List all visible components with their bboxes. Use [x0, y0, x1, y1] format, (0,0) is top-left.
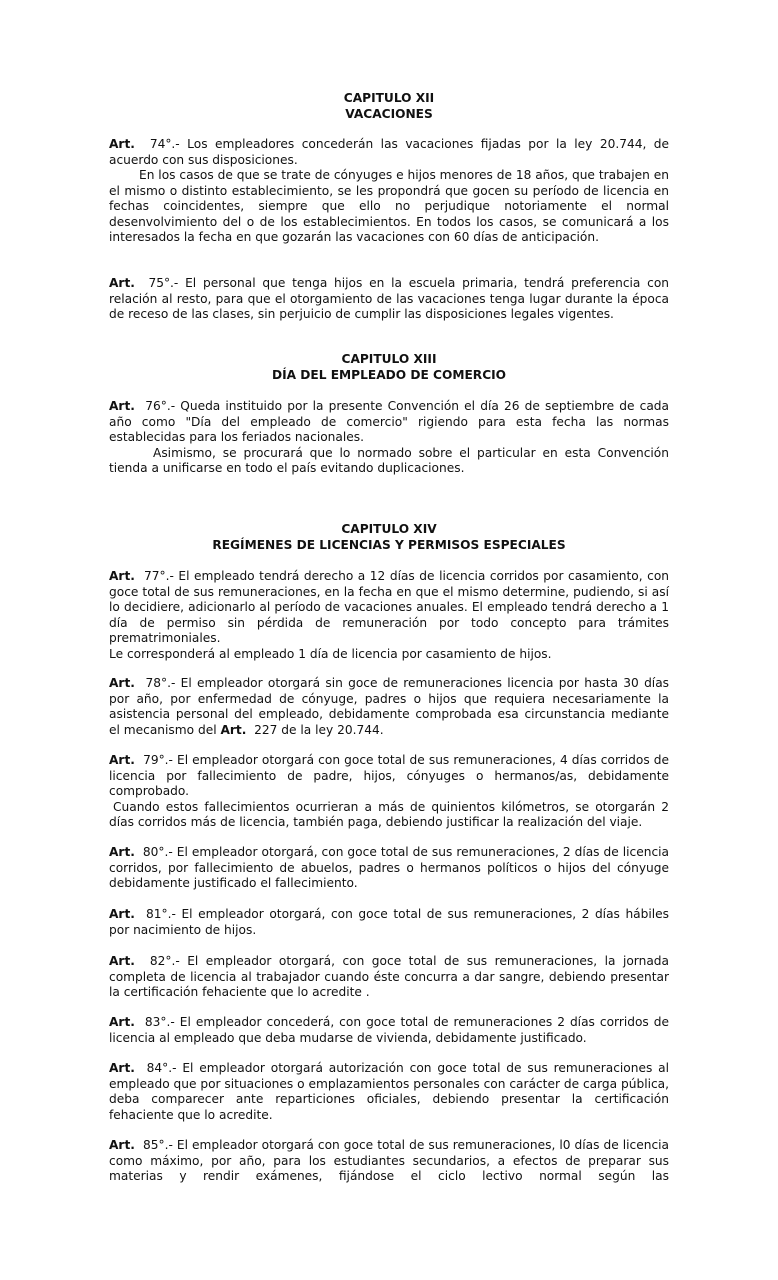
article-text: En los casos de que se trate de cónyuges e hijos menores de 18 años, que trabajen en el mismo o distinto establecimiento, se les propondrá que gocen su período de licencia en fechas coincidentes, siempre que ello no perjudique notoriamente el normal desenvolvimiento del o de los establecimientos. En todos los casos, se comunicará a los interesados la fecha en que gozarán las vacaciones con 60 días de anticipación. [109, 168, 669, 244]
chapter-title: DÍA DEL EMPLEADO DE COMERCIO [271, 367, 507, 382]
article-text: El empleador otorgará sin goce de remuneraciones licencia por hasta 30 días por año, por enfermedad de cónyuge, padres o hijos que requiera necesariamente la asistencia personal del empleado, debidamente comprobada esa circunstancia mediante el mecanismo del [109, 676, 670, 737]
chapter-title: VACACIONES [345, 106, 433, 121]
article-label: Art. [109, 845, 135, 859]
article-text: El empleador otorgará, con goce total de sus remuneraciones, 2 días de licencia corridos, por fallecimiento de abuelos, padres o hermanos políticos o hijos del cónyuge debidamente justificado el fallecimiento. [109, 845, 670, 890]
article-label: Art. [109, 753, 135, 767]
article-label: Art. [109, 954, 135, 968]
article-number: 84°.- [146, 1061, 177, 1075]
article-83 [109, 1015, 669, 1046]
article-number: 77°.- [143, 569, 174, 583]
inline-article-label: Art. [220, 722, 247, 737]
article-75 [109, 276, 669, 323]
article-text: El empleador concederá, con goce total de remuneraciones 2 días corridos de licencia al empleado que deba mudarse de vivienda, debidamente justificado. [109, 1015, 670, 1045]
article-text: Los empleadores concederán las vacaciones fijadas por la ley 20.744, de acuerdo con sus disposiciones. [109, 137, 670, 167]
article-84 [109, 1061, 669, 1123]
article-text: 227 de la ley 20.744. [254, 722, 384, 737]
article-label: Art. [109, 137, 135, 151]
article-number: 80°.- [142, 845, 173, 859]
chapter-heading-xiv [109, 522, 669, 553]
article-number: 74°.- [149, 137, 180, 151]
article-number: 75°.- [148, 276, 179, 290]
article-label: Art. [109, 1138, 135, 1152]
article-label: Art. [109, 569, 135, 583]
article-number: 76°.- [145, 399, 176, 413]
chapter-heading-xiii [109, 352, 669, 383]
article-label: Art. [109, 1061, 135, 1075]
article-text: Asimismo, se procurará que lo normado sobre el particular en esta Convención tienda a unificarse en todo el país evitando duplicaciones. [109, 445, 669, 475]
article-78 [109, 676, 669, 738]
article-number: 85°.- [142, 1138, 173, 1152]
article-label: Art. [109, 676, 135, 690]
article-76 [109, 399, 669, 477]
article-text: El empleado tendrá derecho a 12 días de licencia corridos por casamiento, con goce total de sus remuneraciones, en la fecha en que el mismo determine, pudiendo, si así lo decidiere, adicionarlo al período de vacaciones anuales. El empleado tendrá derecho a 1 día de permiso sin pérdida de remuneración por todo concepto para trámites prematrimoniales. [109, 569, 669, 645]
article-label: Art. [109, 1015, 135, 1029]
chapter-heading-xii [109, 91, 669, 122]
article-label: Art. [109, 276, 135, 290]
article-74 [109, 137, 669, 246]
article-text: El empleador otorgará con goce total de sus remuneraciones, l0 días de licencia como máximo, por año, para los estudiantes secundarios, a efectos de preparar sus materias y rendir exámenes, fijándose el ciclo lectivo normal según las [109, 1138, 670, 1183]
article-text: Queda instituido por la presente Convención el día 26 de septiembre de cada año como "Día del empleado de comercio" rigiendo para esta fecha las normas establecidas para los feriados nacionales. [109, 399, 670, 444]
article-number: 83°.- [144, 1015, 175, 1029]
chapter-title: REGÍMENES DE LICENCIAS Y PERMISOS ESPECIALES [212, 537, 566, 552]
article-text: El empleador otorgará autorización con goce total de sus remuneraciones al empleado que por situaciones o emplazamientos personales con carácter de carga pública, deba comparecer ante reparticiones oficiales, debiendo presentar la certificación fehaciente que lo acredite. [109, 1061, 670, 1122]
article-number: 79°.- [143, 753, 173, 767]
article-label: Art. [109, 399, 135, 413]
article-text: El empleador otorgará con goce total de sus remuneraciones, 4 días corridos de licencia por fallecimiento de padre, hijos, cónyuges o hermanos/as, debidamente comprobado. [109, 753, 669, 798]
article-79 [109, 753, 669, 831]
article-text: Le corresponderá al empleado 1 día de licencia por casamiento de hijos. [109, 646, 552, 661]
article-number: 78°.- [145, 676, 176, 690]
article-number: 82°.- [149, 954, 180, 968]
article-text: Cuando estos fallecimientos ocurrieran a más de quinientos kilómetros, se otorgarán 2 días corridos más de licencia, también paga, debiendo justificar la realización del viaje. [109, 799, 669, 829]
article-text: El empleador otorgará, con goce total de sus remuneraciones, 2 días hábiles por nacimiento de hijos. [109, 907, 669, 937]
article-82 [109, 954, 669, 1001]
chapter-number: CAPITULO XIV [341, 522, 437, 536]
article-85 [109, 1138, 669, 1185]
article-77 [109, 569, 669, 662]
article-text: El personal que tenga hijos en la escuela primaria, tendrá preferencia con relación al resto, para que el otorgamiento de las vacaciones tenga lugar durante la época de receso de las clases, sin perjuicio de cumplir las disposiciones legales vigentes. [109, 276, 670, 321]
article-number: 81°.- [146, 907, 176, 921]
chapter-number: CAPITULO XIII [341, 352, 437, 366]
article-80 [109, 845, 669, 892]
article-text: El empleador otorgará, con goce total de sus remuneraciones, la jornada completa de licencia al trabajador cuando éste concurra a dar sangre, debiendo presentar la certificación fehaciente que lo acredite . [109, 954, 669, 999]
article-label: Art. [109, 907, 135, 921]
article-81 [109, 907, 669, 938]
chapter-number: CAPITULO XII [343, 91, 435, 105]
